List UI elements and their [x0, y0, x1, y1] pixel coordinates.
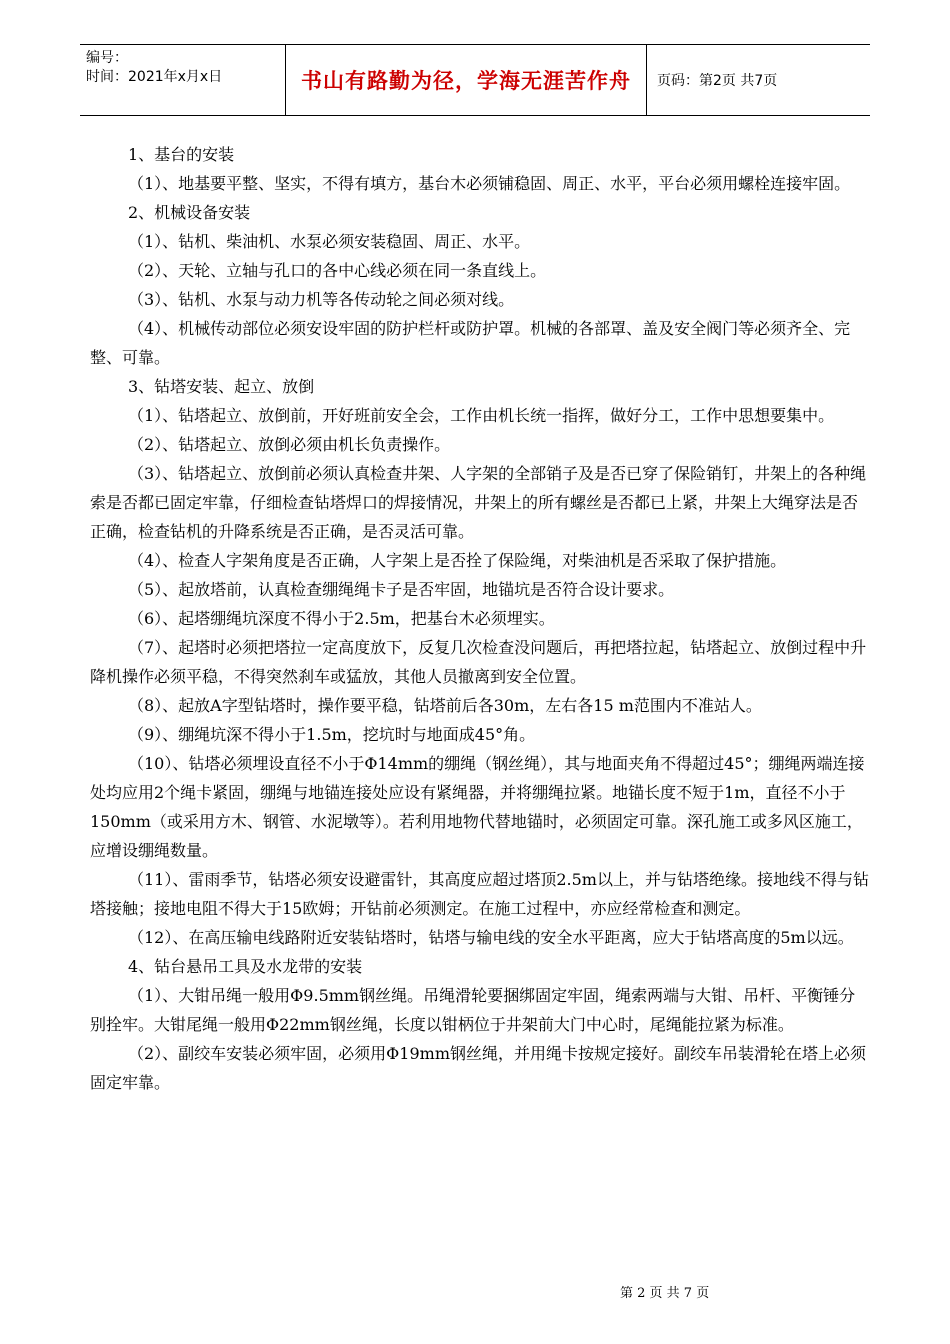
- paragraph: （4）、机械传动部位必须安设牢固的防护栏杆或防护罩。机械的各部罩、盖及安全阀门等必须齐全、完整、可靠。: [90, 319, 851, 367]
- page-footer: 第 2 页 共 7 页: [620, 1286, 710, 1301]
- paragraph: （1）、大钳吊绳一般用Φ9.5mm钢丝绳。吊绳滑轮要捆绑固定牢固，绳索两端与大钳、吊杆、平衡锤分别拴牢。大钳尾绳一般用Φ22mm钢丝绳，长度以钳柄位于井架前大门中心时，尾绳能拉紧为标准。: [90, 986, 856, 1034]
- paragraph: （2）、副绞车安装必须牢固，必须用Φ19mm钢丝绳，并用绳卡按规定接好。副绞车吊装滑轮在塔上必须固定牢靠。: [90, 1044, 867, 1092]
- section-heading: 2、机械设备安装: [128, 203, 251, 222]
- paragraph: （12）、在高压输电线路附近安装钻塔时，钻塔与输电线的安全水平距离，应大于钻塔高度的5m以远。: [128, 928, 854, 947]
- page-header: [80, 44, 870, 116]
- section-heading: 4、钻台悬吊工具及水龙带的安装: [128, 957, 363, 976]
- paragraph: （3）、钻机、水泵与动力机等各传动轮之间必须对线。: [128, 290, 515, 309]
- paragraph: （1）、钻塔起立、放倒前，开好班前安全会，工作由机长统一指挥，做好分工，工作中思想要集中。: [128, 406, 835, 425]
- header-motto: 书山有路勤为径，学海无涯苦作舟: [286, 45, 647, 115]
- section-heading: 3、钻塔安装、起立、放倒: [128, 377, 315, 396]
- paragraph: （11）、雷雨季节，钻塔必须安设避雷针，其高度应超过塔顶2.5m以上，并与钻塔绝缘。接地线不得与钻塔接触；接地电阻不得大于15欧姆；开钻前必须测定。在施工过程中，亦应经常检查和测定。: [90, 870, 869, 918]
- header-page-info: 页码：第2页 共7页: [657, 73, 778, 89]
- header-meta: [80, 45, 286, 115]
- section-heading: 1、基台的安装: [128, 145, 235, 164]
- paragraph: （10）、钻塔必须埋设直径不小于Φ14mm的绷绳（钢丝绳），其与地面夹角不得超过45°；绷绳两端连接处均应用2个绳卡紧固，绷绳与地锚连接处应设有紧绳器，并将绷绳拉紧。地锚长度不短于1m，直径不小于150mm（或采用方木、钢管、水泥墩等）。若利用地物代替地锚时，必须固定可靠。深孔施工或多风区施工，应增设绷绳数量。: [90, 754, 865, 860]
- paragraph: （4）、检查人字架角度是否正确，人字架上是否拴了保险绳，对柴油机是否采取了保护措施。: [128, 551, 787, 570]
- paragraph: （6）、起塔绷绳坑深度不得小于2.5m，把基台木必须埋实。: [128, 609, 555, 628]
- paragraph: （5）、起放塔前，认真检查绷绳绳卡子是否牢固，地锚坑是否符合设计要求。: [128, 580, 675, 599]
- paragraph: （2）、天轮、立轴与孔口的各中心线必须在同一条直线上。: [128, 261, 547, 280]
- paragraph: （1）、钻机、柴油机、水泵必须安装稳固、周正、水平。: [128, 232, 531, 251]
- document-date: 时间：2021年x月x日: [86, 69, 223, 85]
- paragraph: （3）、钻塔起立、放倒前必须认真检查井架、人字架的全部销子及是否已穿了保险销钉，井架上的各种绳索是否都已固定牢靠，仔细检查钻塔焊口的焊接情况，井架上的所有螺丝是否都已上紧，井架上大绳穿法是否正确，检查钻机的升降系统是否正确，是否灵活可靠。: [90, 464, 867, 541]
- paragraph: （1）、地基要平整、坚实，不得有填方，基台木必须铺稳固、周正、水平，平台必须用螺栓连接牢固。: [128, 174, 851, 193]
- paragraph: （2）、钻塔起立、放倒必须由机长负责操作。: [128, 435, 451, 454]
- paragraph: （7）、起塔时必须把塔拉一定高度放下，反复几次检查没问题后，再把塔拉起，钻塔起立、放倒过程中升降机操作必须平稳，不得突然刹车或猛放，其他人员撤离到安全位置。: [90, 638, 867, 686]
- document-body: [90, 140, 870, 1097]
- paragraph: （8）、起放A字型钻塔时，操作要平稳，钻塔前后各30m，左右各15 m范围内不准站人。: [128, 696, 762, 715]
- document-number-label: 编号：: [86, 50, 128, 66]
- paragraph: （9）、绷绳坑深不得小于1.5m，挖坑时与地面成45°角。: [128, 725, 536, 744]
